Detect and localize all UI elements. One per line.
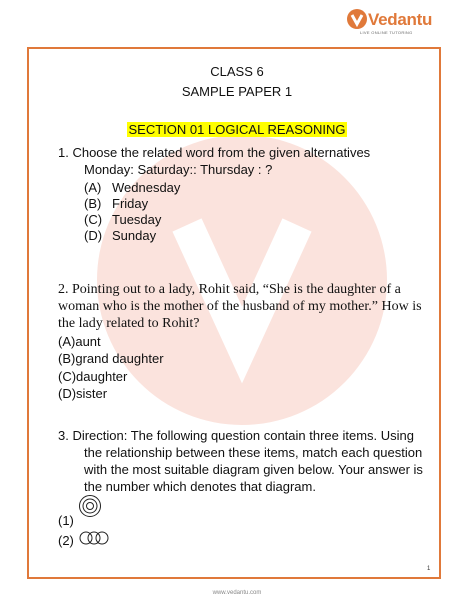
q3-stem-line-4: the number which denotes that diagram. <box>84 479 316 494</box>
vedantu-mark-icon <box>346 8 368 30</box>
option-key: (D) <box>58 386 77 401</box>
brand-tagline: LIVE ONLINE TUTORING <box>360 30 413 35</box>
q1-option-b <box>84 196 149 211</box>
brand-name: Vedantu <box>368 10 433 29</box>
class-label: CLASS 6 <box>210 64 264 79</box>
q2-option-a <box>58 334 101 349</box>
diagram-1-label: (1) <box>58 513 74 528</box>
diagram-2-label: (2) <box>58 533 74 548</box>
option-text: aunt <box>75 334 101 349</box>
q1-stem: 1. Choose the related word from the given alternatives <box>58 145 371 160</box>
section-title: SECTION 01 LOGICAL REASONING <box>128 122 346 137</box>
q2-option-d <box>58 386 107 401</box>
q1-prompt: Monday: Saturday:: Thursday : ? <box>84 162 273 177</box>
q2-option-b <box>58 351 164 366</box>
footer-url[interactable]: www.vedantu.com <box>212 590 262 596</box>
option-key: (A) <box>84 180 102 195</box>
option-text: Tuesday <box>112 212 162 227</box>
option-text: Friday <box>112 196 149 211</box>
option-key: (B) <box>58 351 76 366</box>
option-key: (C) <box>84 212 103 227</box>
page-number: 1 <box>427 566 431 572</box>
q3-stem-line-2: the relationship between these items, match each question <box>84 445 423 460</box>
option-key: (B) <box>84 196 102 211</box>
option-key: (A) <box>58 334 76 349</box>
q1-option-d <box>84 228 157 243</box>
option-text: grand daughter <box>75 351 164 366</box>
q3-stem-line-1: 3. Direction: The following question contain three items. Using <box>58 428 415 443</box>
paper-label: SAMPLE PAPER 1 <box>181 84 293 99</box>
q2-stem-line-3: the lady related to Rohit? <box>58 316 200 331</box>
three-overlapping-circles-icon <box>78 530 110 546</box>
option-text: daughter <box>76 369 128 384</box>
section-title-wrap <box>0 122 474 137</box>
option-text: Wednesday <box>112 180 181 195</box>
q2-stem-line-2: woman who is the mother of the husband of my mother.” How is <box>58 299 422 314</box>
q1-option-c <box>84 212 162 227</box>
option-text: Sunday <box>112 228 157 243</box>
option-key: (D) <box>84 228 103 243</box>
option-key: (C) <box>58 369 77 384</box>
concentric-circles-icon <box>78 494 102 518</box>
option-text: sister <box>76 386 108 401</box>
q2-option-c <box>58 369 127 384</box>
q3-stem-line-3: with the most suitable diagram given below. Your answer is <box>84 462 423 477</box>
q1-option-a <box>84 180 181 195</box>
brand-logo <box>346 6 433 46</box>
q2-stem-line-1: 2. Pointing out to a lady, Rohit said, “She is the daughter of a <box>58 282 401 297</box>
